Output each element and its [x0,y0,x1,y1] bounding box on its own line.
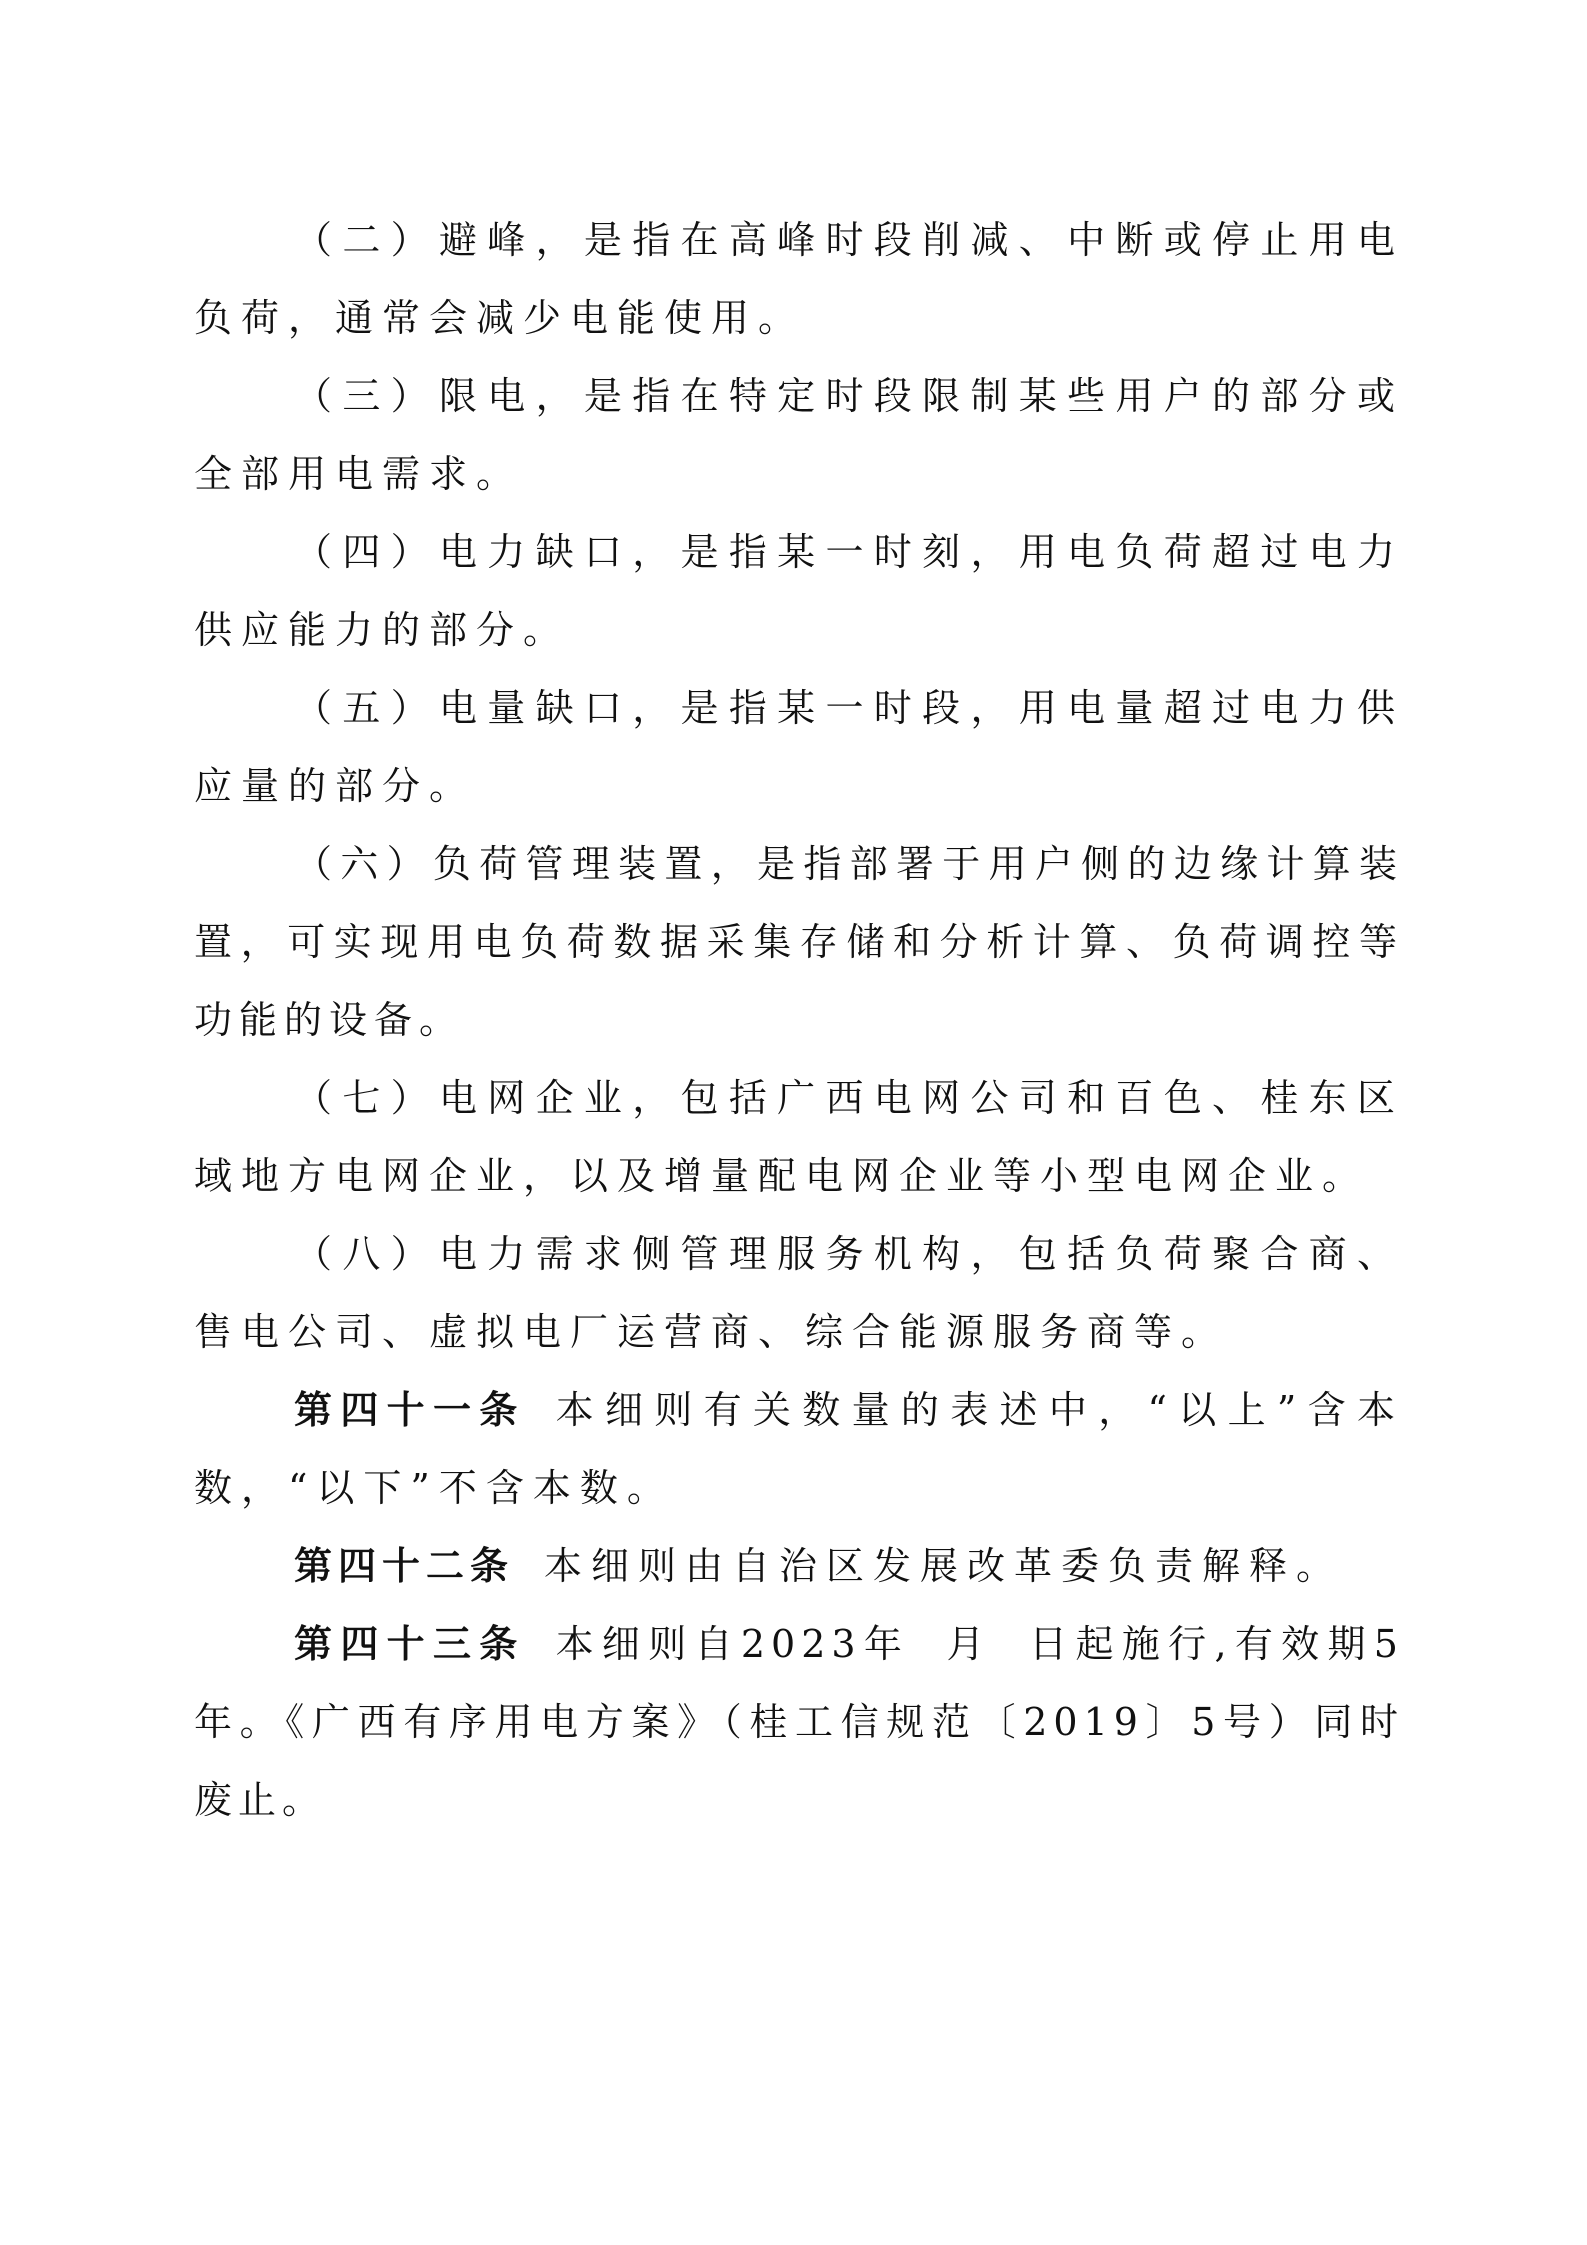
article-41 [194,1371,1404,1527]
article-42-label: 第四十二条 [294,1543,515,1588]
article-42 [194,1527,1404,1605]
definition-energy-gap: （五）电量缺口，是指某一时段，用电量超过电力供应量的部分。 [194,686,1404,808]
article-42-text: 本细则由自治区发展改革委负责解释。 [544,1544,1344,1588]
definition-load-management-device: （六）负荷管理装置，是指部署于用户侧的边缘计算装置，可实现用电负荷数据采集存储和分析计算、负荷调控等功能的设备。 [194,842,1404,1042]
article-43-text-part1: 本细则自2023年 [555,1622,911,1666]
definition-avoid-peak: （二）避峰，是指在高峰时段削减、中断或停止用电负荷，通常会减少电能使用。 [194,218,1404,340]
definition-power-limit: （三）限电，是指在特定时段限制某些用户的部分或全部用电需求。 [194,374,1404,496]
definition-dsm-service-agency: （八）电力需求侧管理服务机构，包括负荷聚合商、售电公司、虚拟电厂运营商、综合能源服务商等。 [194,1232,1404,1354]
article-41-text: 本细则有关数量的表述中，“以上”含本数，“以下”不含本数。 [194,1388,1404,1510]
article-41-label: 第四十一条 [294,1387,526,1432]
definition-grid-enterprise: （七）电网企业，包括广西电网公司和百色、桂东区域地方电网企业，以及增量配电网企业等小型电网企业。 [194,1076,1404,1198]
article-43-label: 第四十三条 [294,1621,526,1666]
article-43 [194,1605,1404,1839]
definition-power-gap: （四）电力缺口，是指某一时刻，用电负荷超过电力供应能力的部分。 [194,530,1404,652]
document-body [194,201,1404,1839]
article-43-text-part2: 月 [944,1622,993,1666]
article-43-text-part3: 日起施行,有效期5年。《广西有序用电方案》（桂工信规范〔2019〕5号）同时废止。 [194,1622,1404,1822]
